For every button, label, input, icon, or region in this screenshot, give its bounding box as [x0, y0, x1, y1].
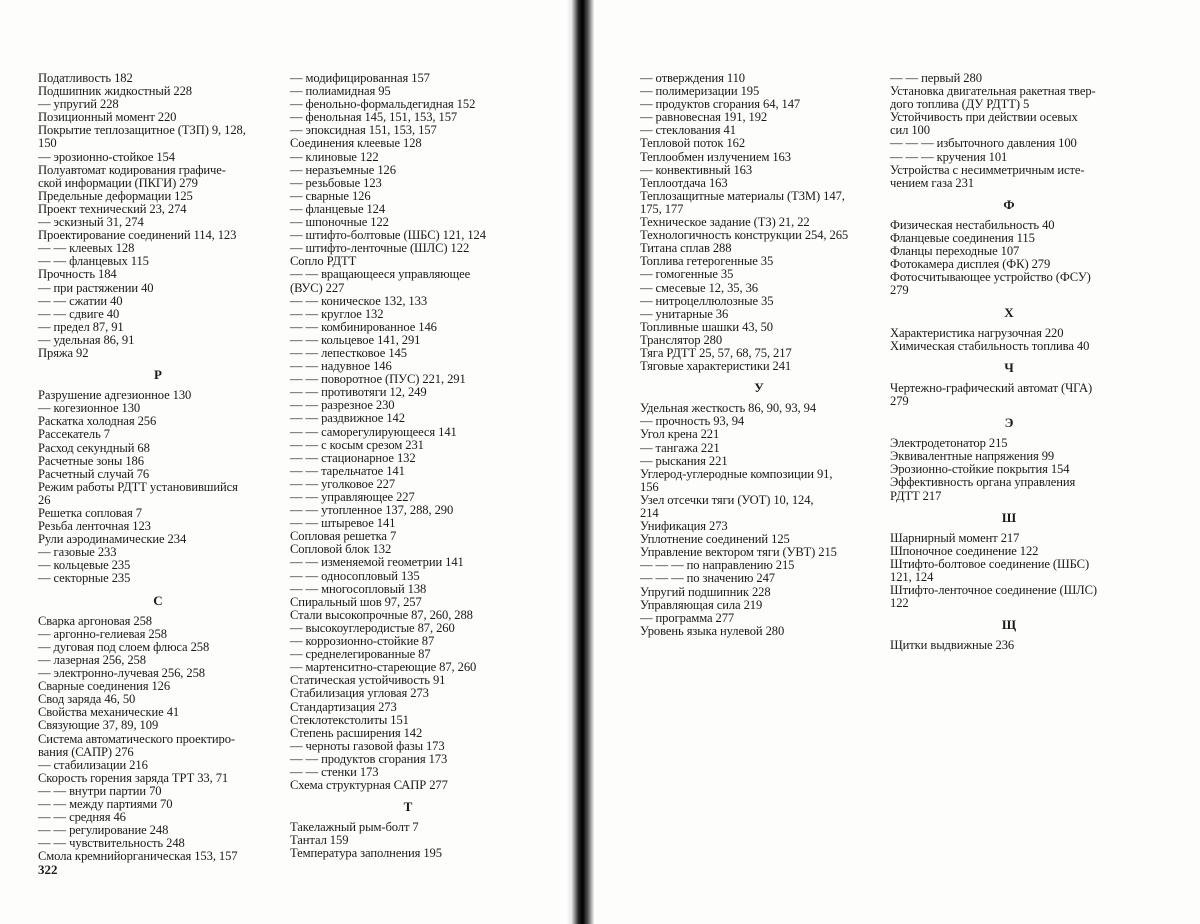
index-letter-heading: С: [153, 592, 163, 608]
index-entry: — — — кручения 101: [890, 149, 1008, 164]
index-entry: Податливость 182: [38, 71, 133, 85]
index-entry: — эрозионно-стойкое 154: [38, 149, 175, 164]
index-entry: Фотосчитывающее устройство (ФСУ): [890, 270, 1091, 285]
index-entry: Устойчивость при действии осевых: [890, 110, 1078, 125]
index-entry: сил 100: [890, 123, 930, 138]
index-entry: Спиральный шов 97, 257: [290, 594, 422, 609]
index-entry: — высокоуглеродистые 87, 260: [290, 620, 455, 635]
index-entry: — кольцевые 235: [38, 558, 131, 573]
index-entry: ской информации (ПКГИ) 279: [38, 175, 198, 190]
index-entry: РДТТ 217: [890, 488, 942, 503]
index-entry: — прочность 93, 94: [640, 414, 745, 429]
index-entry: — смесевые 12, 35, 36: [640, 280, 758, 295]
index-entry: 150: [38, 136, 57, 151]
index-entry: — газовые 233: [38, 545, 117, 560]
index-entry: — удельная 86, 91: [38, 332, 135, 347]
index-entry: — — первый 280: [890, 71, 982, 85]
index-entry: Позиционный момент 220: [38, 110, 177, 125]
index-entry: Шпоночное соединение 122: [890, 543, 1039, 558]
index-entry: — — внутри партии 70: [38, 783, 162, 798]
index-entry: — секторные 235: [38, 571, 131, 586]
index-entry: Резьба ленточная 123: [38, 519, 151, 534]
index-entry: — — уголковое 227: [290, 476, 396, 491]
index-entry: — упругий 228: [38, 97, 119, 112]
index-letter-heading: Э: [1004, 415, 1014, 431]
index-entry: Углерод-углеродные композиции 91,: [640, 466, 833, 481]
index-entry: Щитки выдвижные 236: [890, 638, 1015, 653]
index-entry: Тяга РДТТ 25, 57, 68, 75, 217: [640, 345, 792, 360]
index-entry: Теплоотдача 163: [640, 175, 728, 190]
index-entry: 156: [640, 479, 659, 494]
index-entry: Технологичность конструкции 254, 265: [640, 228, 849, 243]
index-column-4: [890, 72, 1128, 652]
index-entry: — — средняя 46: [38, 810, 126, 825]
index-entry: — тангажа 221: [640, 440, 720, 455]
index-entry: Покрытие теплозащитное (ТЗП) 9, 128,: [38, 123, 246, 138]
index-entry: Раскатка холодная 256: [38, 414, 157, 429]
index-entry: Эрозионно-стойкие покрытия 154: [890, 462, 1070, 477]
index-entry: Рули аэродинамические 234: [38, 532, 187, 547]
index-entry: Рассекатель 7: [38, 427, 110, 442]
index-entry: — — сжатии 40: [38, 293, 123, 308]
index-entry: — фланцевые 124: [290, 201, 386, 216]
index-entry: — — штыревое 141: [290, 516, 396, 531]
index-entry: — — коническое 132, 133: [290, 293, 428, 308]
index-entry: — — тарельчатое 141: [290, 463, 405, 478]
index-entry: Управляющая сила 219: [640, 597, 763, 612]
index-entry: Полуавтомат кодирования графиче-: [38, 162, 226, 177]
index-entry: — лазерная 256, 258: [38, 652, 146, 667]
index-entry: — при растяжении 40: [38, 280, 154, 295]
index-entry: — — — по направлению 215: [640, 558, 795, 573]
index-entry: — полимеризации 195: [640, 84, 760, 99]
index-entry: Уровень языка нулевой 280: [640, 623, 785, 638]
index-letter-heading: Ч: [1004, 359, 1014, 375]
index-entry: Пряжа 92: [38, 345, 89, 360]
index-entry: Сопловая решетка 7: [290, 529, 397, 544]
index-entry: Транслятор 280: [640, 332, 723, 347]
index-entry: Топлива гетерогенные 35: [640, 254, 774, 269]
index-entry: Скорость горения заряда ТРТ 33, 71: [38, 770, 229, 785]
index-entry: Характеристика нагрузочная 220: [890, 325, 1064, 340]
index-entry: — мартенситно-стареющие 87, 260: [290, 660, 477, 675]
index-entry: — — лепестковое 145: [290, 345, 407, 360]
index-entry: 121, 124: [890, 570, 934, 584]
index-entry: Упругий подшипник 228: [640, 584, 771, 599]
index-entry: — — стационарное 132: [290, 450, 416, 465]
index-entry: Проект технический 23, 274: [38, 201, 187, 216]
index-entry: — — надувное 146: [290, 359, 392, 374]
index-entry: — — клеевых 128: [38, 241, 135, 256]
index-entry: Такелажный рым-болт 7: [290, 820, 419, 835]
index-entry: Сопло РДТТ: [290, 254, 357, 269]
index-entry: — — многосопловый 138: [290, 581, 427, 596]
index-entry: — предел 87, 91: [38, 319, 124, 334]
index-entry: — неразъемные 126: [290, 162, 396, 177]
index-entry: — — регулирование 248: [38, 823, 169, 838]
index-entry: — отверждения 110: [640, 71, 745, 85]
index-entry: Соединения клеевые 128: [290, 136, 422, 151]
index-entry: — — — избыточного давления 100: [890, 136, 1077, 151]
index-entry: — резьбовые 123: [290, 175, 382, 190]
index-entry: Стандартизация 273: [290, 699, 397, 714]
index-entry: 122: [890, 596, 909, 611]
index-entry: — — утопленное 137, 288, 290: [290, 503, 454, 518]
index-entry: — — кольцевое 141, 291: [290, 332, 421, 347]
index-letter-heading: Т: [403, 799, 413, 815]
index-entry: Штифто-болтовое соединение (ШБС): [890, 556, 1090, 571]
index-entry: Электродетонатор 215: [890, 436, 1008, 451]
index-letter-heading: Р: [154, 367, 162, 383]
index-entry: 214: [640, 506, 659, 520]
index-entry: — шпоночные 122: [290, 215, 389, 230]
index-entry: Теплообмен излучением 163: [640, 149, 791, 164]
index-entry: — — стенки 173: [290, 764, 379, 779]
index-column-1: [38, 72, 278, 863]
index-entry: Разрушение адгезионное 130: [38, 388, 192, 403]
index-entry: Уплотнение соединений 125: [640, 532, 790, 547]
index-entry: Сопловой блок 132: [290, 542, 392, 557]
index-entry: — рыскания 221: [640, 453, 728, 468]
index-entry: Управление вектором тяги (УВТ) 215: [640, 545, 837, 560]
index-letter-heading: Ш: [1001, 509, 1017, 525]
index-entry: (ВУС) 227: [290, 280, 345, 295]
index-entry: — эпоксидная 151, 153, 157: [290, 123, 437, 138]
index-column-2: [290, 72, 526, 861]
index-entry: Прочность 184: [38, 267, 117, 282]
index-entry: Свойства механические 41: [38, 705, 180, 720]
index-entry: Тепловой поток 162: [640, 136, 746, 151]
index-entry: Топливные шашки 43, 50: [640, 319, 773, 334]
index-entry: — — раздвижное 142: [290, 411, 405, 426]
index-entry: Подшипник жидкостный 228: [38, 84, 192, 99]
index-entry: Штифто-ленточное соединение (ШЛС): [890, 583, 1098, 598]
index-entry: — нитроцеллюлозные 35: [640, 293, 774, 308]
index-entry: Устройства с несимметричным исте-: [890, 162, 1085, 177]
index-entry: 26: [38, 492, 51, 507]
page-number: 322: [38, 862, 58, 877]
index-entry: — — продуктов сгорания 173: [290, 751, 448, 766]
index-entry: — — между партиями 70: [38, 796, 173, 811]
index-entry: — стеклования 41: [640, 123, 736, 138]
index-entry: — штифто-ленточные (ШЛС) 122: [290, 241, 470, 256]
index-entry: — клиновые 122: [290, 149, 379, 164]
index-entry: — — комбинированное 146: [290, 319, 437, 334]
index-entry: Проектирование соединений 114, 123: [38, 228, 237, 243]
index-entry: чением газа 231: [890, 175, 974, 190]
index-entry: Стеклотекстолиты 151: [290, 712, 409, 727]
index-entry: 279: [890, 283, 909, 298]
index-entry: — полиамидная 95: [290, 84, 391, 99]
index-entry: Фланцы переходные 107: [890, 244, 1020, 259]
index-entry: Расчетные зоны 186: [38, 453, 144, 468]
index-entry: Сварные соединения 126: [38, 679, 171, 694]
index-entry: Температура заполнения 195: [290, 846, 442, 861]
index-column-3: [640, 72, 878, 638]
index-entry: — дуговая под слоем флюса 258: [38, 639, 210, 654]
index-entry: — эскизный 31, 274: [38, 215, 144, 230]
index-entry: Установка двигательная ракетная твер-: [890, 84, 1096, 99]
index-entry: Теплозащитные материалы (ТЗМ) 147,: [640, 188, 845, 203]
index-entry: — — сдвиге 40: [38, 306, 120, 321]
index-entry: Тяговые характеристики 241: [640, 359, 792, 374]
index-entry: Фотокамера дисплея (ФК) 279: [890, 257, 1051, 272]
index-entry: — — односопловый 135: [290, 568, 420, 583]
index-entry: 175, 177: [640, 201, 684, 216]
index-entry: дого топлива (ДУ РДТТ) 5: [890, 97, 1030, 112]
index-entry: — — круглое 132: [290, 306, 384, 321]
index-entry: — модифицированная 157: [290, 71, 430, 85]
index-letter-heading: Ф: [1003, 196, 1015, 212]
index-entry: Эквивалентные напряжения 99: [890, 449, 1055, 464]
index-entry: Угол крена 221: [640, 427, 720, 442]
index-entry: — коррозионно-стойкие 87: [290, 634, 435, 649]
index-entry: Статическая устойчивость 91: [290, 673, 446, 688]
index-entry: Смола кремнийорганическая 153, 157: [38, 849, 238, 864]
index-entry: Узел отсечки тяги (УОТ) 10, 124,: [640, 492, 814, 507]
index-entry: Тантал 159: [290, 833, 349, 848]
index-letter-heading: Щ: [1001, 617, 1017, 633]
index-entry: — когезионное 130: [38, 401, 141, 416]
index-entry: Техническое задание (ТЗ) 21, 22: [640, 215, 810, 230]
index-entry: — — — по значению 247: [640, 571, 775, 586]
index-entry: — — изменяемой геометрии 141: [290, 555, 464, 570]
index-entry: Эффективность органа управления: [890, 475, 1076, 490]
index-entry: Режим работы РДТТ установившийся: [38, 479, 238, 494]
index-entry: Удельная жесткость 86, 90, 93, 94: [640, 401, 817, 416]
index-entry: Стали высокопрочные 87, 260, 288: [290, 607, 473, 622]
index-entry: Расход секундный 68: [38, 440, 150, 455]
index-entry: Шарнирный момент 217: [890, 530, 1020, 545]
index-entry: Фланцевые соединения 115: [890, 231, 1035, 246]
index-entry: — — управляющее 227: [290, 490, 415, 504]
index-entry: Чертежно-графический автомат (ЧГА): [890, 380, 1093, 395]
index-entry: — равновесная 191, 192: [640, 110, 768, 125]
index-entry: — черноты газовой фазы 173: [290, 738, 445, 753]
index-entry: — конвективный 163: [640, 162, 753, 177]
index-entry: — фенольная 145, 151, 153, 157: [290, 110, 458, 125]
index-entry: — — поворотное (ПУС) 221, 291: [290, 372, 466, 387]
index-entry: — унитарные 36: [640, 306, 729, 321]
index-entry: — — разрезное 230: [290, 398, 395, 413]
index-entry: Физическая нестабильность 40: [890, 217, 1055, 232]
index-entry: Титана сплав 288: [640, 241, 732, 256]
index-entry: Предельные деформации 125: [38, 188, 193, 203]
index-entry: Решетка сопловая 7: [38, 506, 142, 520]
index-letter-heading: У: [754, 380, 764, 396]
index-entry: — стабилизации 216: [38, 757, 148, 772]
index-entry: — — с косым срезом 231: [290, 437, 424, 452]
index-entry: Сварка аргоновая 258: [38, 613, 153, 628]
index-entry: Химическая стабильность топлива 40: [890, 338, 1090, 353]
index-entry: Стабилизация угловая 273: [290, 686, 429, 701]
index-entry: — — чувствительность 248: [38, 836, 185, 851]
index-entry: — фенольно-формальдегидная 152: [290, 97, 476, 112]
index-letter-heading: Х: [1004, 304, 1014, 320]
index-entry: — программа 277: [640, 610, 735, 625]
index-entry: — аргонно-гелиевая 258: [38, 626, 167, 641]
index-entry: — — фланцевых 115: [38, 254, 149, 269]
index-entry: Система автоматического проектиро-: [38, 731, 236, 746]
index-entry: Свод заряда 46, 50: [38, 692, 136, 707]
index-entry: — сварные 126: [290, 188, 371, 203]
index-entry: — штифто-болтовые (ШБС) 121, 124: [290, 228, 486, 243]
index-entry: Расчетный случай 76: [38, 466, 150, 481]
index-entry: Степень расширения 142: [290, 725, 423, 740]
index-entry: Унификация 273: [640, 519, 728, 534]
index-entry: — гомогенные 35: [640, 267, 734, 282]
index-entry: Связующие 37, 89, 109: [38, 718, 159, 733]
index-entry: — электронно-лучевая 256, 258: [38, 666, 205, 681]
index-entry: — продуктов сгорания 64, 147: [640, 97, 801, 112]
book-spine: [566, 0, 594, 924]
index-entry: — — противотяги 12, 249: [290, 385, 427, 400]
index-entry: — — саморегулирующееся 141: [290, 424, 457, 439]
index-entry: — — вращающееся управляющее: [290, 267, 471, 282]
index-entry: — среднелегированные 87: [290, 647, 431, 662]
index-entry: 279: [890, 393, 909, 408]
index-entry: вания (САПР) 276: [38, 744, 134, 759]
index-entry: Схема структурная САПР 277: [290, 778, 448, 793]
